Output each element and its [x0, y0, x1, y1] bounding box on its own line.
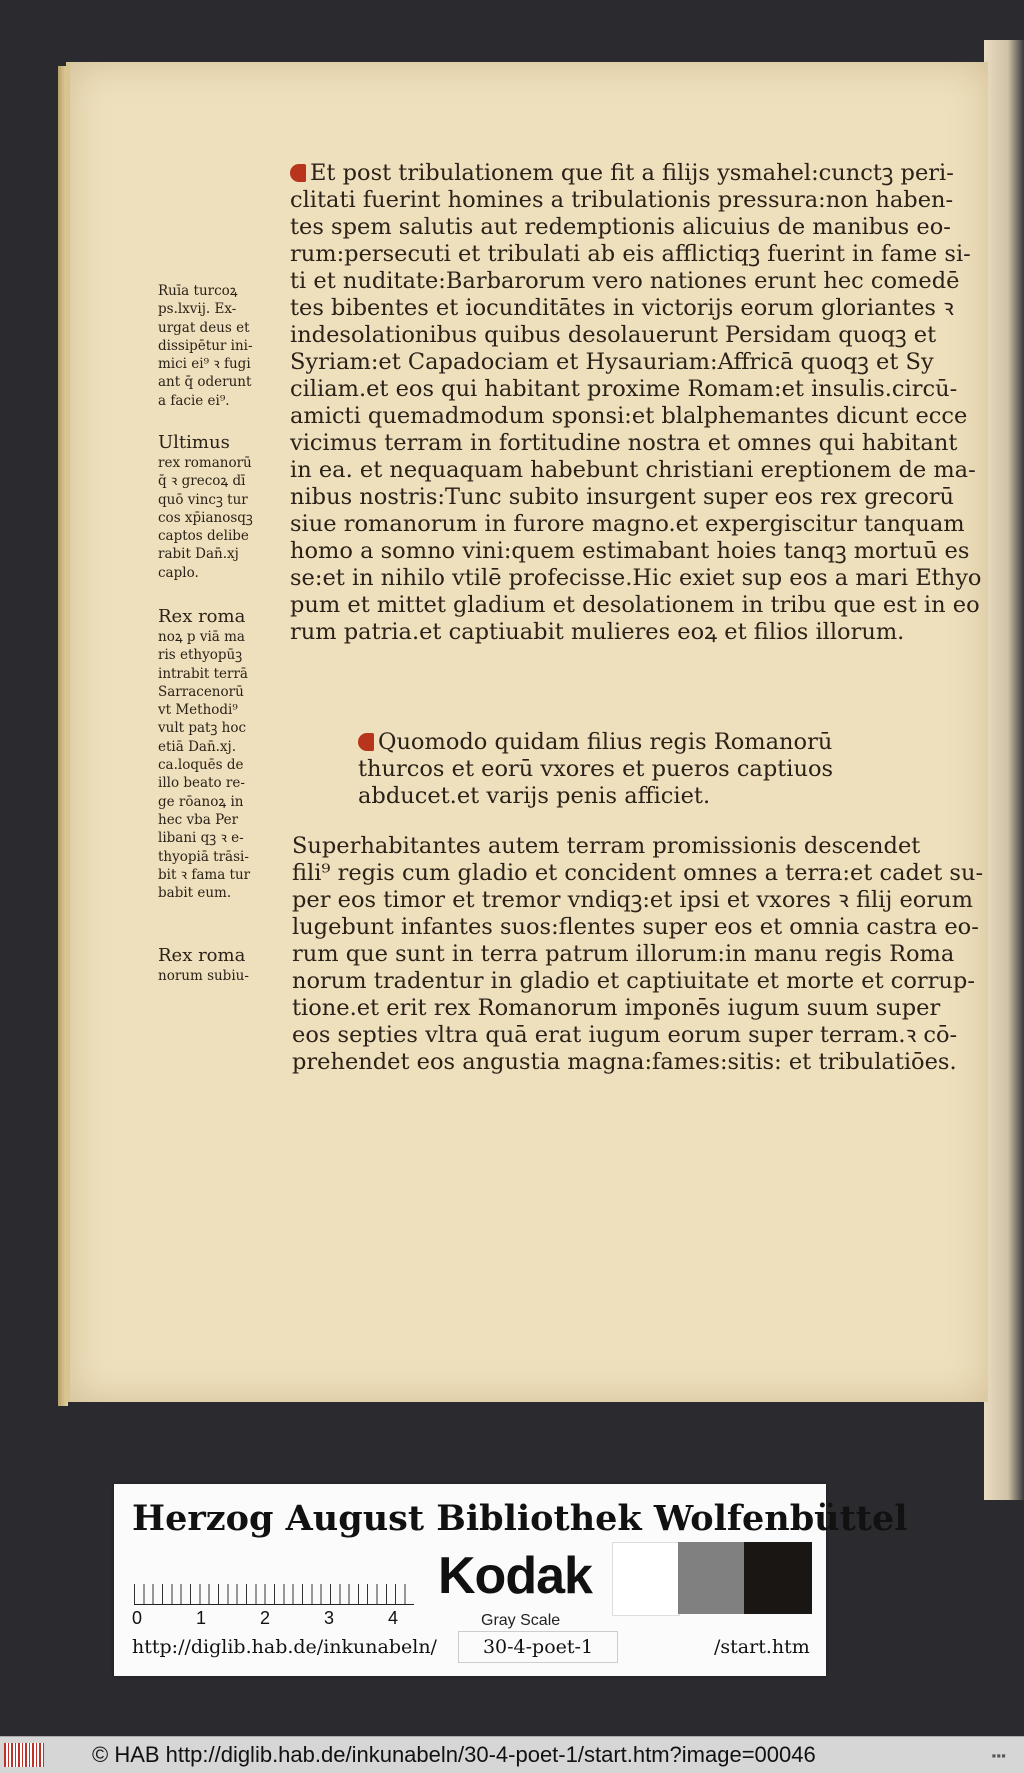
margin-note-4 [158, 945, 249, 985]
main-text-block-1-content: Et post tribulationem que fit a filijs ysmahel:cunctꝫ peri- clitati fuerint homines a tribulationis pressura:non haben- tes spem salutis aut redemptionis alicuius de manibus eo- rum:persecuti et tribulati ab eis afflictiqꝫ fuerint in fame si- ti et nuditate:Barbarorum vero nationes erunt hec comedē tes bibentes et iocunditātes in victorijs eorum gloriantes ꝛ indesolationibus quibus desolauerunt Persidam quoqꝫ et Syriam:et Capadociam et Hysauriam:Affricā quoqꝫ et Sy ciliam.et eos qui habitant proxime Romam:et insulis.circū- amicti quemadmodum sponsi:et blalphemantes dicunt ecce vicimus terram in fortitudine nostra et omnes qui habitant in ea. et nequaquam habebunt christiani ereptionem de ma- nibus nostris:Tunc subito insurgent super eos rex grecorū siue romanorum in furore magno.et expergiscitur tanquam homo a somno vini:quem estimabant hoies tanqꝫ mortuū es se:et in nihilo vtilē profecisse.Hic exiet sup eos a mari Ethyo pum et mittet gladium et desolationem in tribu que est in eo rum patria.et captiuabit mulieres eoꝝ et filios illorum. [290, 160, 982, 645]
card-url-suffix: /start.htm [714, 1636, 810, 1658]
margin-note-1: Ruīa turcoꝝ ps.lxvij. Ex- urgat deus et dissipētur ini- mici ei⁹ ꝛ fugi ant q̄ oderunt a facie ei⁹. [158, 283, 253, 409]
white-swatch [612, 1542, 680, 1616]
kodak-logo: Kodak [438, 1547, 592, 1605]
margin-note-3-body: noꝝ p viā ma ris ethyopūꝫ intrabit terrā Sarracenorū vt Methodi⁹ vult patꝫ hoc etiā Dan̄.xj. ca.loquēs de illo beato re- ge rōanoꝝ in hec vba Per libani qꝫ ꝛ e- thyopiā trāsi- bit ꝛ fama tur babit eum. [158, 629, 251, 902]
margin-note-2-heading: Ultimus [158, 432, 230, 453]
footer-bar [0, 1736, 1024, 1773]
margin-note-2 [158, 432, 253, 582]
margin-note-4-heading: Rex roma [158, 945, 246, 966]
main-text-block-1 [290, 160, 981, 646]
margin-note-3-heading: Rex roma [158, 606, 246, 627]
footer-copyright-link[interactable]: © HAB http://diglib.hab.de/inkunabeln/30-4-poet-1/start.htm?image=00046 [92, 1742, 816, 1767]
gray-swatch [678, 1542, 744, 1614]
ruler-number: 1 [196, 1608, 207, 1628]
ruler-number: 3 [324, 1608, 335, 1628]
gray-scale-label: Gray Scale [481, 1612, 561, 1629]
main-text-block-2: Superhabitantes autem terram promissionis descendet fili⁹ regis cum gladio et concident omnes a terra:et cadet su- per eos timor et tremor vndiqꝫ:et ipsi et vxores ꝛ filij eorum lugebunt infantes suos:flentes super eos et omnia castra eo- rum que sunt in terra patrum illorum:in manu regis Roma norum tradentur in gladio et captiuitate et morte et corrup- tione.et erit rex Romanorum imponēs iugum suum super eos septies vltra quā erat iugum eorum super terram.ꝛ cō- prehendet eos angustia magna:fames:sitis: et tribulatiōes. [292, 833, 984, 1075]
margin-note-2-body: rex romanorū q̄ ꝛ grecoꝝ dī quō vincꝫ tur cos xp̄ianosqꝫ captos delibe rabit Dan̄.xj caplo. [158, 455, 253, 581]
ruler-numbers [132, 1608, 432, 1630]
card-url: http://diglib.hab.de/inkunabeln/ [132, 1636, 437, 1658]
black-swatch [744, 1542, 812, 1614]
chapter-heading-content: Quomodo quidam filius regis Romanorū thurcos et eorū vxores et pueros captiuos abducet.et varijs penis afficiet. [358, 729, 834, 809]
color-calibration-card [114, 1484, 908, 1676]
rubric-pilcrow-icon [358, 733, 374, 751]
rubric-pilcrow-icon [290, 164, 306, 182]
shelfmark: 30-4-poet-1 [458, 1631, 618, 1663]
scale-ruler [134, 1556, 414, 1605]
ruler-number: 4 [388, 1608, 399, 1628]
margin-note-3 [158, 606, 250, 902]
ruler-number: 0 [132, 1608, 143, 1628]
hab-logo-icon [4, 1743, 44, 1767]
margin-note-4-body: norum subiu- [158, 968, 249, 984]
chapter-heading [358, 729, 833, 810]
adjacent-page-edge [984, 40, 1024, 1500]
library-name: Herzog August Bibliothek Wolfenbüttel [132, 1498, 908, 1539]
ruler-number: 2 [260, 1608, 271, 1628]
footer-dots: ▪▪▪ [991, 1751, 1006, 1760]
